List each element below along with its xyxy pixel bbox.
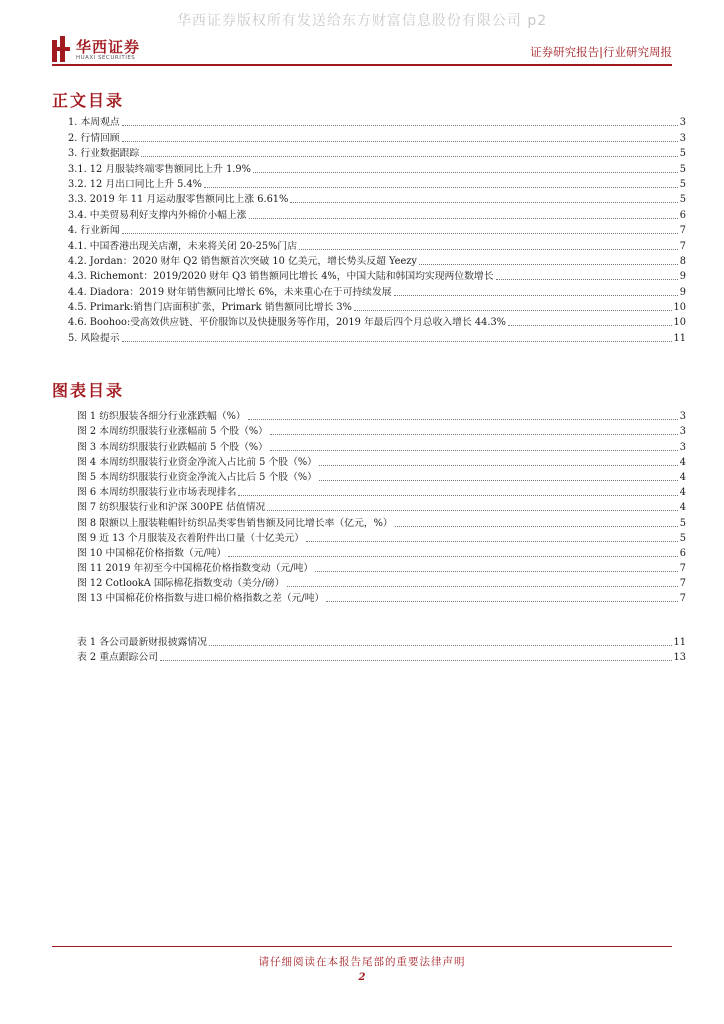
dot-leader [160, 660, 671, 661]
toc-entry-page: 10 [673, 302, 686, 314]
dot-leader [122, 233, 678, 234]
dot-leader [204, 187, 678, 188]
dot-leader [270, 450, 678, 451]
toc-entry-title: 4.3. Richemont：2019/2020 财年 Q3 销售额同比增长 4%，中国大陆和韩国均实现两位数增长 [68, 271, 494, 283]
toc-entry-page: 5 [679, 178, 686, 190]
toc-entry-title: 1. 本周观点 [68, 117, 120, 129]
toc-entry[interactable] [68, 129, 686, 144]
figure-entry-title: 图 6 本周纺织服装行业市场表现排名 [77, 487, 237, 499]
toc-entry[interactable] [68, 114, 686, 129]
toc-entry-title: 4.1. 中国香港出现关店潮，未来将关闭 20-25%门店 [68, 240, 298, 252]
toc-entry[interactable] [68, 268, 686, 283]
toc-entry[interactable] [68, 299, 686, 314]
dot-leader [209, 645, 672, 646]
dot-leader [326, 601, 677, 602]
figure-entry-page: 3 [679, 411, 686, 423]
figure-entry-title: 图 5 本周纺织服装行业资金净流入占比后 5 个股（%） [77, 471, 317, 483]
figure-entry-page: 5 [679, 517, 686, 529]
toc-entry-page: 9 [679, 286, 686, 298]
dot-leader [238, 495, 677, 496]
figure-entry-title: 图 1 纺织服装各细分行业涨跌幅（%） [77, 411, 246, 423]
figures-list [77, 408, 686, 605]
dot-leader [299, 249, 678, 250]
figure-entry-page: 4 [679, 502, 686, 514]
dot-leader [267, 510, 677, 511]
figure-entry[interactable] [77, 484, 686, 499]
toc-entry-title: 3.2. 12 月出口同比上升 5.4% [68, 178, 202, 190]
toc-entry[interactable] [68, 253, 686, 268]
dot-leader [270, 434, 678, 435]
tables-list [77, 634, 686, 664]
toc-entry-title: 3.3. 2019 年 11 月运动服零售额同比上涨 6.61% [68, 194, 289, 206]
table-entry-title: 表 1 各公司最新财报披露情况 [77, 637, 208, 649]
dot-leader [248, 419, 678, 420]
dot-leader [395, 526, 678, 527]
dot-leader [122, 341, 672, 342]
header-divider [52, 64, 672, 66]
legal-notice: 请仔细阅读在本报告尾部的重要法律声明 [258, 956, 466, 968]
toc-entry[interactable] [68, 206, 686, 221]
dot-leader [122, 125, 678, 126]
toc-entry-title: 3.1. 12 月服装终端零售额同比上升 1.9% [68, 163, 251, 175]
figure-entry-page: 4 [679, 487, 686, 499]
dot-leader [354, 310, 672, 311]
dot-leader [122, 141, 678, 142]
table-entry[interactable] [77, 634, 686, 649]
toc-entry[interactable] [68, 160, 686, 175]
footer-divider [52, 946, 672, 947]
toc-entry-title: 4.2. Jordan：2020 财年 Q2 销售额首次突破 10 亿美元，增长势头反超 Yeezy [68, 255, 417, 267]
figure-entry[interactable] [77, 423, 686, 438]
toc-entry-title: 4.5. Primark:销售门店面积扩张，Primark 销售额同比增长 3% [68, 302, 352, 314]
figures-title: 图表目录 [52, 381, 125, 400]
toc-entry-page: 5 [679, 148, 686, 160]
figure-entry-title: 图 3 本周纺织服装行业跌幅前 5 个股（%） [77, 441, 268, 453]
watermark: 华西证券版权所有发送给东方财富信息股份有限公司 p2 [176, 13, 548, 29]
dot-leader [419, 264, 678, 265]
table-entry[interactable] [77, 649, 686, 664]
figure-entry[interactable] [77, 408, 686, 423]
figure-entry-page: 3 [679, 441, 686, 453]
figure-entry[interactable] [77, 438, 686, 453]
brand-name-cn: 华西证券 [76, 38, 141, 56]
figure-entry[interactable] [77, 454, 686, 469]
brand-name-en: HUAXI SECURITIES [76, 55, 136, 61]
figure-entry-page: 7 [679, 563, 686, 575]
toc-entry-title: 2. 行情回顾 [68, 132, 120, 144]
report-type-label: 证券研究报告|行业研究周报 [530, 45, 672, 59]
figure-entry-title: 图 11 2019 年初至今中国棉花价格指数变动（元/吨） [77, 563, 314, 575]
toc-entry[interactable] [68, 191, 686, 206]
toc-entry[interactable] [68, 222, 686, 237]
toc-entry[interactable] [68, 176, 686, 191]
figure-entry[interactable] [77, 590, 686, 605]
figure-entry[interactable] [77, 499, 686, 514]
figure-entry-page: 7 [679, 593, 686, 605]
huaxi-logo-icon [52, 36, 70, 62]
table-entry-page: 11 [673, 637, 686, 649]
figure-entry-title: 图 10 中国棉花价格指数（元/吨） [77, 547, 227, 559]
figure-entry-title: 图 13 中国棉花价格指数与进口棉价格指数之差（元/吨） [77, 593, 325, 605]
toc-entry-title: 4.6. Boohoo:受高效供应链、平价服饰以及快捷服务等作用，2019 年最后四个月总收入增长 44.3% [68, 317, 506, 329]
dot-leader [141, 156, 678, 157]
figure-entry-page: 6 [679, 547, 686, 559]
toc-title: 正文目录 [52, 91, 125, 110]
dot-leader [315, 571, 678, 572]
figure-entry-title: 图 7 纺织服装行业和沪深 300PE 估值情况 [77, 502, 266, 514]
dot-leader [253, 172, 678, 173]
table-entry-page: 13 [673, 652, 686, 664]
figure-entry[interactable] [77, 560, 686, 575]
toc-entry-title: 4.4. Diadora：2019 财年销售额同比增长 6%，未来重心在于可持续发展 [68, 286, 392, 298]
figure-entry-title: 图 8 限额以上服装鞋帽针纺织品类零售销售额及同比增长率（亿元，%） [77, 517, 393, 529]
figure-entry-page: 3 [679, 426, 686, 438]
figure-entry-page: 7 [679, 578, 686, 590]
dot-leader [249, 218, 678, 219]
toc-entry[interactable] [68, 314, 686, 329]
toc-entry[interactable] [68, 237, 686, 252]
dot-leader [319, 480, 678, 481]
toc-list [68, 114, 686, 345]
toc-entry-page: 6 [679, 209, 686, 221]
figure-entry[interactable] [77, 545, 686, 560]
toc-entry-title: 5. 风险提示 [68, 332, 120, 344]
figure-entry[interactable] [77, 530, 686, 545]
toc-entry-page: 10 [673, 317, 686, 329]
dot-leader [319, 465, 678, 466]
toc-entry-page: 7 [679, 240, 686, 252]
figure-entry[interactable] [77, 514, 686, 529]
dot-leader [228, 556, 677, 557]
dot-leader [394, 295, 678, 296]
figure-entry-title: 图 9 近 13 个月服装及衣着附件出口量（十亿美元） [77, 532, 305, 544]
dot-leader [290, 202, 677, 203]
toc-entry-title: 4. 行业新闻 [68, 225, 120, 237]
toc-entry-page: 9 [679, 271, 686, 283]
figure-entry[interactable] [77, 469, 686, 484]
dot-leader [496, 279, 678, 280]
toc-entry-title: 3. 行业数据跟踪 [68, 148, 140, 160]
page-number: 2 [358, 972, 366, 983]
dot-leader [508, 325, 672, 326]
toc-entry-page: 3 [679, 117, 686, 129]
figure-entry-title: 图 4 本周纺织服装行业资金净流入占比前 5 个股（%） [77, 456, 317, 468]
figure-entry-page: 4 [679, 471, 686, 483]
toc-entry-page: 8 [679, 255, 686, 267]
toc-entry[interactable] [68, 283, 686, 298]
toc-entry-page: 3 [679, 132, 686, 144]
figure-entry-page: 5 [679, 532, 686, 544]
toc-entry-page: 5 [679, 163, 686, 175]
figure-entry[interactable] [77, 575, 686, 590]
dot-leader [287, 586, 678, 587]
figure-entry-title: 图 2 本周纺织服装行业涨幅前 5 个股（%） [77, 426, 268, 438]
toc-entry-page: 5 [679, 194, 686, 206]
toc-entry-page: 7 [679, 225, 686, 237]
dot-leader [306, 541, 678, 542]
table-entry-title: 表 2 重点跟踪公司 [77, 652, 159, 664]
toc-entry[interactable] [68, 329, 686, 344]
figure-entry-title: 图 12 CotlookA 国际棉花指数变动（美分/磅） [77, 578, 285, 590]
figure-entry-page: 4 [679, 456, 686, 468]
toc-entry[interactable] [68, 145, 686, 160]
toc-entry-page: 11 [673, 332, 686, 344]
toc-entry-title: 3.4. 中美贸易利好支撑内外棉价小幅上涨 [68, 209, 247, 221]
